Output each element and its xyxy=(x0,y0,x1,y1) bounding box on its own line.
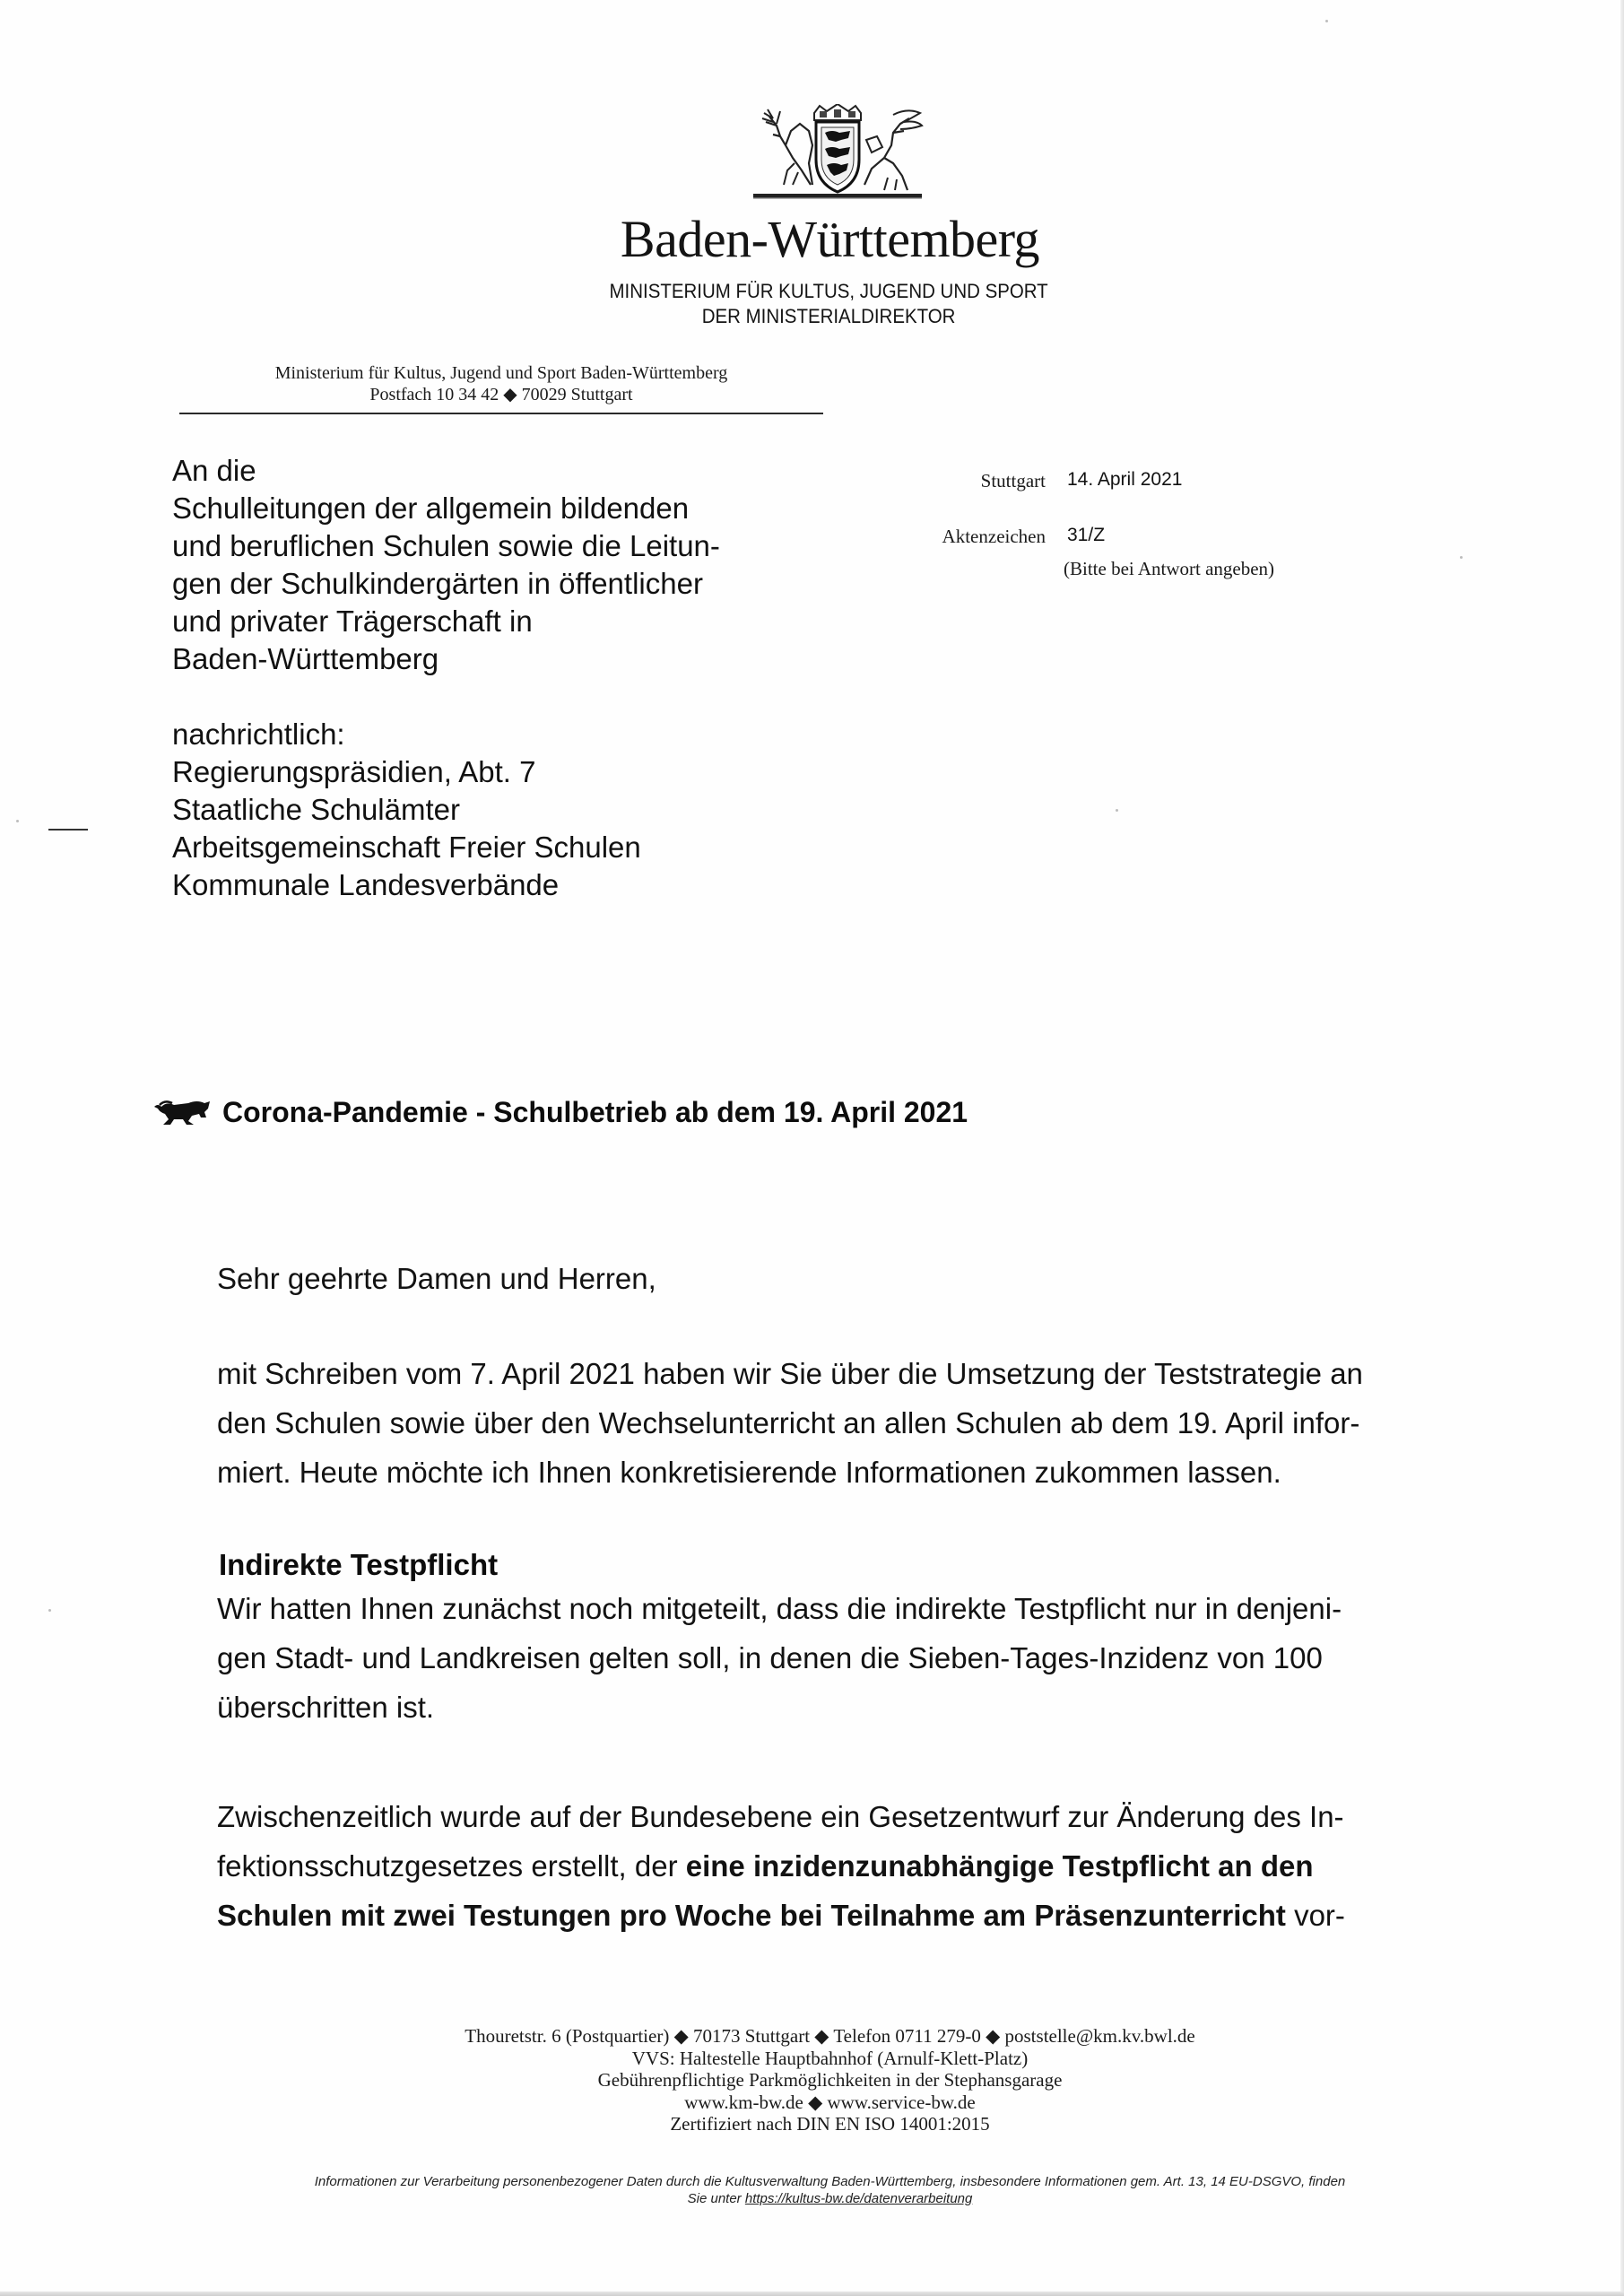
privacy-prefix: Sie unter xyxy=(687,2191,745,2206)
paragraph-line: den Schulen sowie über den Wechselunterricht an allen Schulen ab dem 19. April infor- xyxy=(217,1406,1360,1439)
office-name: DER MINISTERIALDIREKTOR xyxy=(701,305,956,327)
paragraph-line: gen Stadt- und Landkreisen gelten soll, in denen die Sieben-Tages-Inzidenz von 100 xyxy=(217,1641,1323,1674)
letter-date: 14. April 2021 xyxy=(1067,469,1183,490)
recipient-line: Schulleitungen der allgemein bildenden xyxy=(172,491,690,525)
paragraph-line: mit Schreiben vom 7. April 2021 haben wir Sie über die Umsetzung der Teststrategie an xyxy=(217,1357,1363,1390)
paragraph-line xyxy=(217,1891,1508,1940)
footer-line: Thouretstr. 6 (Postquartier) ◆ 70173 Stuttgart ◆ Telefon 0711 279-0 ◆ poststelle@km.kv.bwl.de xyxy=(465,2025,1195,2047)
section-heading: Indirekte Testpflicht xyxy=(219,1548,499,1581)
coat-of-arms-icon xyxy=(750,104,925,201)
text-normal: vor- xyxy=(1285,1899,1345,1932)
scan-speck xyxy=(16,820,19,822)
paragraph-gesetzentwurf xyxy=(217,1792,1508,1940)
reference-label: Aktenzeichen xyxy=(942,526,1046,547)
place-label: Stuttgart xyxy=(980,470,1046,491)
sender-divider xyxy=(179,413,823,414)
fold-mark xyxy=(48,829,88,831)
page-edge xyxy=(1620,0,1624,2296)
state-name: Baden-Württemberg xyxy=(620,210,1040,268)
paragraph-line: überschritten ist. xyxy=(217,1691,435,1724)
sender-line-1: Ministerium für Kultus, Jugend und Sport Baden-Württemberg xyxy=(274,363,728,383)
paragraph-line: Wir hatten Ihnen zunächst noch mitgeteilt, dass die indirekte Testpflicht nur in denjeni- xyxy=(217,1592,1342,1625)
paragraph-line xyxy=(217,1841,1508,1891)
recipient-line: An die xyxy=(172,454,256,487)
paragraph-testpflicht xyxy=(217,1584,1508,1732)
paragraph-intro xyxy=(217,1349,1508,1497)
recipient-line: und beruflichen Schulen sowie die Leitun- xyxy=(172,529,720,562)
privacy-link[interactable]: https://kultus-bw.de/datenverarbeitung xyxy=(744,2191,973,2206)
text-normal: fektionsschutzgesetzes erstellt, der xyxy=(217,1849,686,1883)
privacy-line xyxy=(36,2190,1624,2207)
footer-line: Zertifiziert nach DIN EN ISO 14001:2015 xyxy=(670,2113,990,2135)
subject-line xyxy=(152,1096,968,1129)
reference-number: 31/Z xyxy=(1067,525,1106,545)
cc-line: Arbeitsgemeinschaft Freier Schulen xyxy=(172,831,641,864)
privacy-line: Informationen zur Verarbeitung personenbezogener Daten durch die Kultusverwaltung Baden-Württemberg, insbesondere Informationen gem. Art. 13, 14 EU-DSGVO, finden xyxy=(314,2174,1346,2189)
paragraph-line: Zwischenzeitlich wurde auf der Bundesebene ein Gesetzentwurf zur Änderung des In- xyxy=(217,1800,1344,1833)
ministry-name: MINISTERIUM FÜR KULTUS, JUGEND UND SPORT xyxy=(609,280,1048,302)
footer-address xyxy=(0,2025,1624,2135)
paragraph-line: miert. Heute möchte ich Ihnen konkretisierende Informationen zukommen lassen. xyxy=(217,1456,1281,1489)
scan-speck xyxy=(1116,809,1118,812)
lion-icon xyxy=(152,1098,212,1128)
privacy-notice xyxy=(0,2173,1624,2207)
recipient-block xyxy=(172,452,720,904)
footer-line: Gebührenpflichtige Parkmöglichkeiten in der Stephansgarage xyxy=(597,2069,1063,2091)
cc-line: Staatliche Schulämter xyxy=(172,793,460,826)
scan-speck xyxy=(1460,556,1463,559)
page-edge xyxy=(0,2292,1624,2296)
salutation xyxy=(217,1254,1508,1303)
scan-speck xyxy=(48,1609,51,1612)
footer-line: www.km-bw.de ◆ www.service-bw.de xyxy=(684,2091,976,2113)
cc-line: Kommunale Landesverbände xyxy=(172,868,560,901)
salutation-text: Sehr geehrte Damen und Herren, xyxy=(217,1262,656,1295)
scan-speck xyxy=(1325,20,1328,22)
reference-note: (Bitte bei Antwort angeben) xyxy=(1064,558,1275,579)
cc-line: Regierungspräsidien, Abt. 7 xyxy=(172,755,536,788)
text-emphasis: Schulen mit zwei Testungen pro Woche bei Teilnahme am Präsenzunterricht xyxy=(217,1899,1286,1932)
recipient-line: und privater Trägerschaft in xyxy=(172,604,533,638)
cc-label: nachrichtlich: xyxy=(172,718,345,751)
recipient-line: Baden-Württemberg xyxy=(172,642,439,675)
subject-text: Corona-Pandemie - Schulbetrieb ab dem 19. April 2021 xyxy=(222,1096,968,1128)
text-emphasis: eine inzidenzunabhängige Testpflicht an den xyxy=(685,1849,1314,1883)
footer-line: VVS: Haltestelle Hauptbahnhof (Arnulf-Klett-Platz) xyxy=(631,2047,1029,2069)
sender-address xyxy=(179,362,823,405)
recipient-line: gen der Schulkindergärten in öffentlicher xyxy=(172,567,703,600)
spacer xyxy=(172,678,720,716)
sender-line-2: Postfach 10 34 42 ◆ 70029 Stuttgart xyxy=(369,385,633,404)
